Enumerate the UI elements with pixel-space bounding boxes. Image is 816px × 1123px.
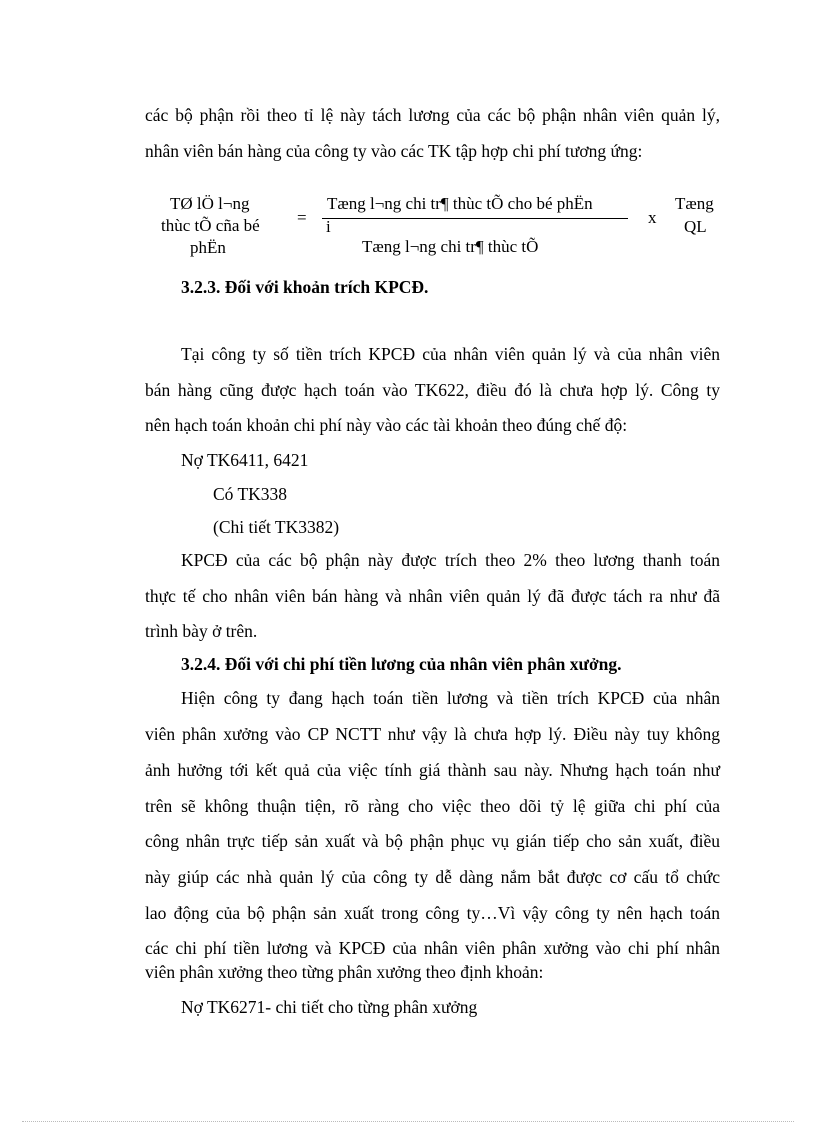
- paragraph-line: các bộ phận rồi theo tỉ lệ này tách lương của các bộ phận nhân viên quản lý,: [145, 105, 720, 125]
- formula-right-line: Tæng: [675, 194, 714, 213]
- formula-left-line: thùc tÕ cña bé: [161, 216, 260, 235]
- formula-left-clip: [150, 190, 290, 257]
- journal-entry-debit: Nợ TK6411, 6421: [181, 450, 309, 470]
- journal-entry-debit: Nợ TK6271- chi tiết cho từng phân xưởng: [181, 997, 478, 1017]
- paragraph-line: này giúp các nhà quản lý của công ty dễ dàng nắm bắt được cơ cấu tổ chức: [145, 867, 720, 887]
- paragraph-line: KPCĐ của các bộ phận này được trích theo 2% theo lương thanh toán: [181, 550, 720, 570]
- formula-left-line: TØ lÖ l¬ng: [170, 194, 250, 213]
- page-bottom-border: [22, 1121, 794, 1122]
- section-heading: 3.2.4. Đối với chi phí tiền lương của nhân viên phân xưởng.: [181, 654, 622, 674]
- paragraph-line: nhân viên bán hàng của công ty vào các TK tập hợp chi phí tương ứng:: [145, 141, 643, 161]
- paragraph-line: công nhân trực tiếp sản xuất và bộ phận phục vụ gián tiếp cho sản xuất, điều: [145, 831, 720, 851]
- paragraph-line: Hiện công ty đang hạch toán tiền lương và tiền trích KPCĐ của nhân: [181, 688, 720, 708]
- formula-right-line: QL: [684, 217, 707, 236]
- paragraph-line: các chi phí tiền lương và KPCĐ của nhân viên phân xưởng vào chi phí nhân: [145, 938, 720, 958]
- formula-numerator: Tæng l¬ng chi tr¶ thùc tÕ cho bé phËn: [327, 194, 593, 213]
- journal-entry-detail: (Chi tiết TK3382): [213, 517, 340, 537]
- paragraph-line: thực tế cho nhân viên bán hàng và nhân viên quản lý đã được tách ra như đã: [145, 586, 720, 606]
- paragraph-line: nên hạch toán khoản chi phí này vào các tài khoản theo đúng chế độ:: [145, 415, 628, 435]
- paragraph-line: Tại công ty số tiền trích KPCĐ của nhân viên quản lý và của nhân viên: [181, 344, 720, 364]
- paragraph-line: ảnh hưởng tới kết quả của việc tính giá thành sau này. Nhưng hạch toán như: [145, 760, 720, 780]
- ratio-formula: [0, 0, 816, 257]
- paragraph-line: viên phân xưởng vào CP NCTT như vậy là chưa hợp lý. Điều này tuy không: [145, 724, 720, 744]
- formula-denominator: Tæng l¬ng chi tr¶ thùc tÕ: [362, 237, 539, 256]
- section-heading: 3.2.3. Đối với khoản trích KPCĐ.: [181, 277, 429, 297]
- paragraph-line: lao động của bộ phận sản xuất trong công ty…Vì vậy công ty nên hạch toán: [145, 903, 720, 923]
- paragraph-line: viên phân xưởng theo từng phân xưởng theo định khoản:: [145, 962, 544, 982]
- paragraph-line: bán hàng cũng được hạch toán vào TK622, điều đó là chưa hợp lý. Công ty: [145, 380, 720, 400]
- journal-entry-credit: Có TK338: [213, 484, 288, 504]
- formula-denominator-clip: [322, 217, 628, 256]
- formula-left-line: phËn: [190, 238, 226, 257]
- paragraph-line: trình bày ở trên.: [145, 621, 258, 641]
- multiply-sign: x: [648, 208, 657, 227]
- formula-denominator-start: i: [326, 217, 331, 236]
- paragraph-line: trên sẽ không thuận tiện, rõ ràng cho việc theo dõi tỷ lệ giữa chi phí của: [145, 796, 720, 816]
- equals-sign: =: [297, 208, 307, 227]
